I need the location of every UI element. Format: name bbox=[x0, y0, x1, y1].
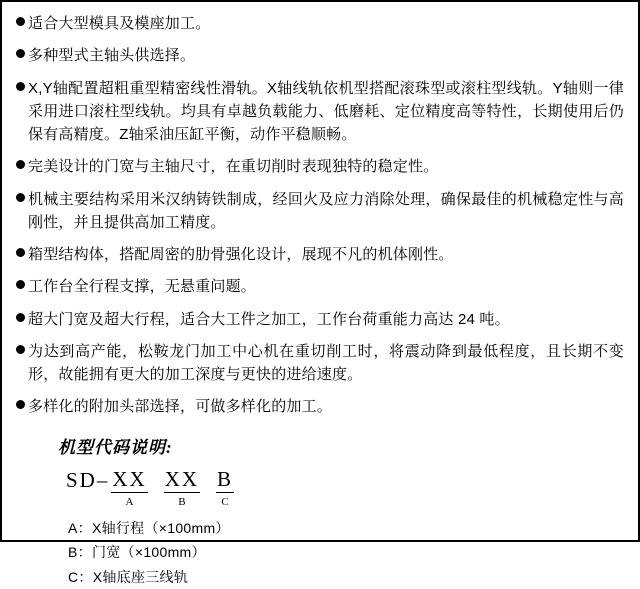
list-item-text: 完美设计的门宽与主轴尺寸，在重切削时表现独特的稳定性。 bbox=[28, 155, 624, 178]
model-code-label-a: A bbox=[126, 496, 134, 508]
list-item bbox=[16, 275, 624, 298]
list-item-text: 箱型结构体，搭配周密的肋骨强化设计，展现不凡的机体刚性。 bbox=[28, 243, 624, 266]
model-code-label-c: C bbox=[221, 496, 228, 508]
list-item-text: 机械主要结构采用米汉纳铸铁制成，经回火及应力消除处理，确保最佳的机械稳定性与高刚性，并且提供高加工精度。 bbox=[28, 188, 624, 235]
model-code-title: 机型代码说明: bbox=[58, 433, 624, 458]
feature-list bbox=[16, 12, 624, 419]
bullet-dot-icon bbox=[16, 280, 25, 289]
model-code-value-a: XX bbox=[111, 468, 147, 493]
list-item bbox=[16, 155, 624, 178]
model-code-formula bbox=[58, 468, 624, 508]
list-item-text: 适合大型模具及模座加工。 bbox=[28, 12, 624, 35]
model-code-legend bbox=[58, 516, 624, 589]
legend-row-a: A：X轴行程（×100mm） bbox=[68, 516, 624, 541]
model-code-value-b: XX bbox=[164, 468, 200, 493]
list-item bbox=[16, 77, 624, 147]
list-item bbox=[16, 243, 624, 266]
list-item bbox=[16, 395, 624, 418]
list-item-text: 多样化的附加头部选择，可做多样化的加工。 bbox=[28, 395, 624, 418]
legend-row-c: C：X轴底座三线轨 bbox=[68, 565, 624, 589]
bullet-dot-icon bbox=[16, 82, 25, 91]
model-code-group-c bbox=[216, 468, 234, 508]
list-item-text: 多种型式主轴头供选择。 bbox=[28, 44, 624, 67]
bullet-dot-icon bbox=[16, 193, 25, 202]
bullet-dot-icon bbox=[16, 49, 25, 58]
list-item bbox=[16, 188, 624, 235]
bullet-dot-icon bbox=[16, 345, 25, 354]
bullet-dot-icon bbox=[16, 17, 25, 26]
list-item-text: 超大门宽及超大行程，适合大工件之加工，工作台荷重能力高达 24 吨。 bbox=[28, 308, 624, 331]
model-code-prefix: SD– bbox=[66, 468, 109, 493]
list-item-text: X,Y轴配置超粗重型精密线性滑轨。X轴线轨依机型搭配滚珠型或滚柱型线轨。Y轴则一律采用进口滚柱型线轨。均具有卓越负载能力、低磨耗、定位精度高等特性，长期使用后仍保有高精度。Z轴采油压缸平衡，动作平稳顺畅。 bbox=[28, 77, 624, 147]
list-item bbox=[16, 44, 624, 67]
list-item-text: 工作台全行程支撑，无悬重问题。 bbox=[28, 275, 624, 298]
model-code-label-b: B bbox=[178, 496, 185, 508]
document-content bbox=[2, 2, 638, 589]
bullet-dot-icon bbox=[16, 400, 25, 409]
model-code-value-c: B bbox=[216, 468, 234, 493]
list-item bbox=[16, 12, 624, 35]
list-item-text: 为达到高产能，松鞍龙门加工中心机在重切削工时，将震动降到最低程度，且长期不变形，故能拥有更大的加工深度与更快的进给速度。 bbox=[28, 340, 624, 387]
list-item bbox=[16, 340, 624, 387]
model-code-group-b bbox=[164, 468, 200, 508]
list-item bbox=[16, 308, 624, 331]
legend-row-b: B：门宽（×100mm） bbox=[68, 540, 624, 565]
model-code-group-a bbox=[111, 468, 147, 508]
model-code-section bbox=[16, 433, 624, 589]
bullet-dot-icon bbox=[16, 160, 25, 169]
bullet-dot-icon bbox=[16, 313, 25, 322]
bullet-dot-icon bbox=[16, 248, 25, 257]
